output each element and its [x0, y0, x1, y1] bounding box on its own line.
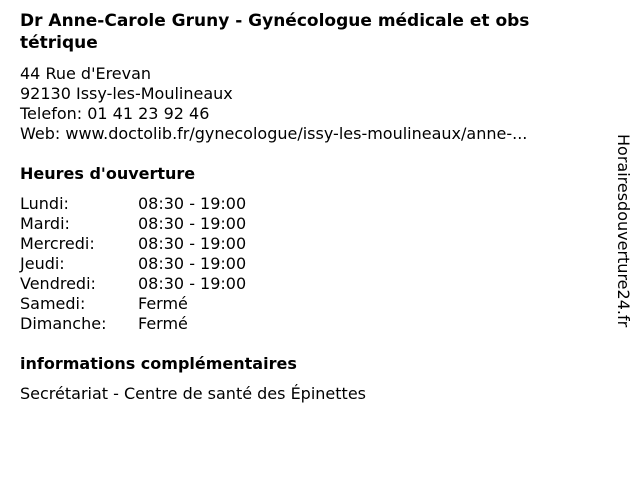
day-label: Mercredi:	[20, 234, 95, 253]
day-label: Mardi:	[20, 214, 70, 233]
hours-row-thursday	[20, 254, 246, 274]
hours-row-wednesday	[20, 234, 246, 254]
time-value: Fermé	[138, 294, 188, 313]
day-label: Samedi:	[20, 294, 86, 313]
day-label: Jeudi:	[20, 254, 65, 273]
day-label: Dimanche:	[20, 314, 107, 333]
opening-hours-heading: Heures d'ouverture	[20, 164, 196, 183]
site-watermark	[613, 134, 633, 370]
time-value: 08:30 - 19:00	[138, 234, 247, 253]
time-value: 08:30 - 19:00	[138, 274, 247, 293]
time-value: Fermé	[138, 314, 188, 333]
opening-hours-list	[20, 194, 246, 334]
hours-row-sunday	[20, 314, 246, 334]
hours-row-saturday	[20, 294, 246, 314]
page-title	[20, 10, 610, 54]
day-label: Vendredi:	[20, 274, 96, 293]
address-block	[20, 64, 527, 144]
additional-info-text: Secrétariat - Centre de santé des Épinettes	[20, 384, 366, 403]
additional-info-heading: informations complémentaires	[20, 354, 297, 373]
street-address: 44 Rue d'Erevan	[20, 64, 152, 83]
hours-row-monday	[20, 194, 246, 214]
city-address: 92130 Issy-les-Moulineaux	[20, 84, 233, 103]
title-line-1: Dr Anne-Carole Gruny - Gynécologue médicale et obs	[20, 11, 530, 31]
watermark-text: Horairesdouverture24.fr	[614, 134, 633, 328]
time-value: 08:30 - 19:00	[138, 254, 247, 273]
time-value: 08:30 - 19:00	[138, 214, 247, 233]
phone-number: Telefon: 01 41 23 92 46	[20, 104, 210, 123]
title-line-2: tétrique	[20, 33, 98, 53]
hours-row-friday	[20, 274, 246, 294]
hours-row-tuesday	[20, 214, 246, 234]
time-value: 08:30 - 19:00	[138, 194, 247, 213]
day-label: Lundi:	[20, 194, 69, 213]
website-link[interactable]: Web: www.doctolib.fr/gynecologue/issy-les-moulineaux/anne-...	[20, 124, 528, 143]
